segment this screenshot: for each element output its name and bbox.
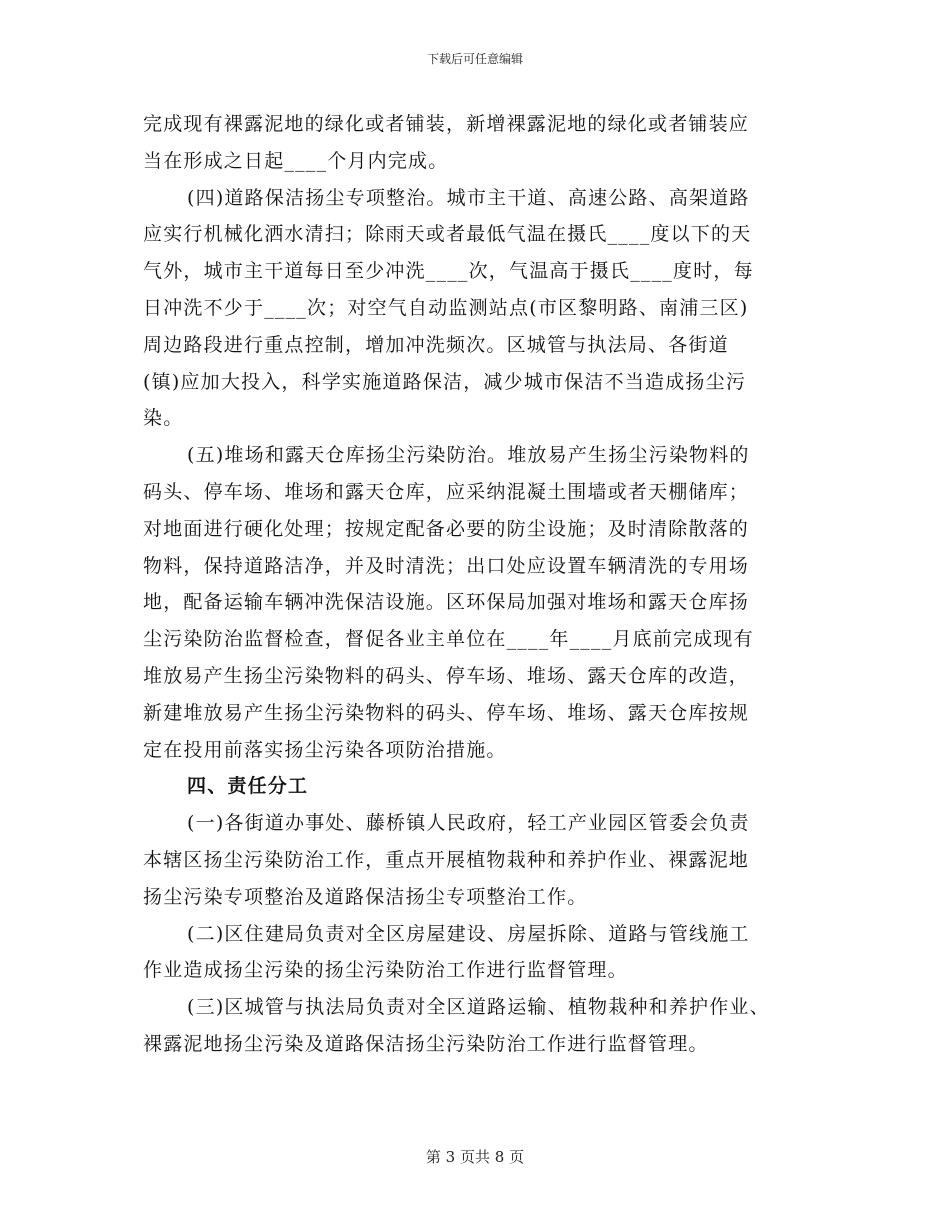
page-footer: 第 3 页共 8 页 — [425, 1148, 525, 1166]
paragraph-line: 当在形成之日起____个月内完成。 — [143, 149, 449, 172]
paragraph-line: 尘污染防治监督检查，督促各业主单位在____年____月底前完成现有 — [143, 628, 754, 651]
paragraph-line: (五)堆场和露天仓库扬尘污染防治。堆放易产生扬尘污染物料的 — [187, 444, 750, 467]
paragraph-line: 作业造成扬尘污染的扬尘污染防治工作进行监督管理。 — [143, 959, 628, 982]
paragraph-line: (一)各街道办事处、藤桥镇人民政府，轻工产业园区管委会负责 — [187, 812, 750, 835]
paragraph-line: 日冲洗不少于____次；对空气自动监测站点(市区黎明路、南浦三区) — [143, 296, 749, 319]
paragraph-line: 新建堆放易产生扬尘污染物料的码头、停车场、堆场、露天仓库按规 — [143, 701, 750, 724]
paragraph-line: 完成现有裸露泥地的绿化或者铺装，新增裸露泥地的绿化或者铺装应 — [143, 113, 750, 135]
paragraph-line: (二)区住建局负责对全区房屋建设、房屋拆除、道路与管线施工 — [187, 922, 750, 945]
paragraph-line: 本辖区扬尘污染防治工作，重点开展植物栽种和养护作业、裸露泥地 — [143, 848, 750, 871]
paragraph-line: 定在投用前落实扬尘污染各项防治措施。 — [143, 738, 507, 761]
paragraph-line: 裸露泥地扬尘污染及道路保洁扬尘污染防治工作进行监督管理。 — [143, 1032, 709, 1055]
paragraph-line: 码头、停车场、堆场和露天仓库，应采纳混凝土围墙或者天棚储库； — [143, 480, 750, 503]
paragraph-line: 对地面进行硬化处理；按规定配备必要的防尘设施；及时清除散落的 — [143, 517, 750, 540]
paragraph-line: 气外，城市主干道每日至少冲洗____次，气温高于摄氏____度时，每 — [143, 260, 754, 283]
paragraph-line: 扬尘污染专项整治及道路保洁扬尘专项整治工作。 — [143, 885, 588, 908]
paragraph-line: 应实行机械化洒水清扫；除雨天或者最低气温在摄氏____度以下的天 — [143, 223, 752, 246]
paragraph-line: 堆放易产生扬尘污染物料的码头、停车场、堆场、露天仓库的改造， — [143, 664, 750, 687]
paragraph-line: 物料，保持道路洁净，并及时清洗；出口处应设置车辆清洗的专用场 — [143, 554, 750, 577]
section-heading: 四、责任分工 — [187, 775, 309, 798]
paragraph-line: (四)道路保洁扬尘专项整治。城市主干道、高速公路、高架道路 — [187, 186, 750, 209]
document-body — [143, 106, 803, 1063]
page-header: 下载后可任意编辑 — [426, 52, 523, 66]
paragraph-line: 地，配备运输车辆冲洗保洁设施。区环保局加强对堆场和露天仓库扬 — [143, 591, 750, 614]
paragraph-line: 周边路段进行重点控制，增加冲洗频次。区城管与执法局、各街道 — [143, 333, 729, 356]
paragraph-line: (三)区城管与执法局负责对全区道路运输、植物栽种和养护作业、 — [187, 996, 770, 1019]
paragraph-line: 染。 — [143, 407, 184, 430]
paragraph-line: (镇)应加大投入，科学实施道路保洁，减少城市保洁不当造成扬尘污 — [143, 370, 747, 393]
